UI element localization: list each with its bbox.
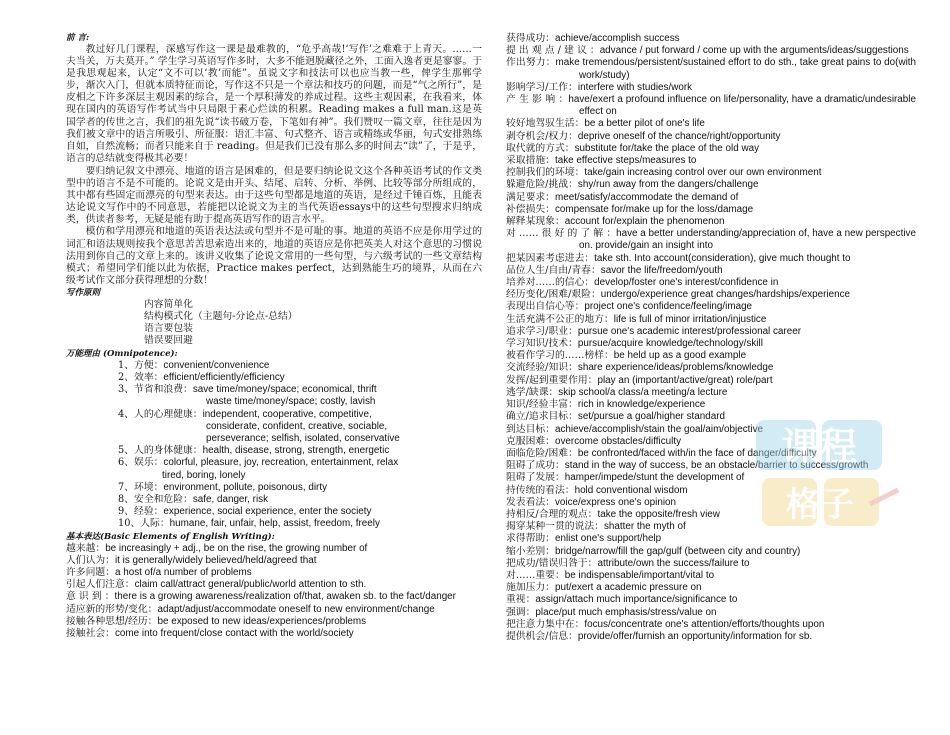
- omni-item-3: 3、节省和浪费：save time/money/space; economical, thrift: [118, 384, 377, 396]
- expression-zh: 克服困难：: [506, 435, 555, 447]
- expression-en: pursue/acquire knowledge/technology/skill: [577, 338, 763, 350]
- preface-paragraph-2: 要归纳记叙文中漂亮、地道的语言是困难的，但是要归纳论说文这个各种英语考试的作文类型中的语言不是不可能的。论说文是由开头、结尾、启转、分析、举例、比较等部分所组成的，其中都有些固定而漂亮的句型来表达。由于这些句型都是地道的英语，是经过千锤百炼，且能表达论说文写作中的不同意思，若能把以论说文为主的当代英语essays中的这些句型搜求归纳成类，供读者参考，无疑是能有助于提高英语写作的语言水平。: [66, 165, 482, 226]
- expression-en: savor the life/freedom/youth: [600, 264, 723, 276]
- expression-row: [66, 591, 482, 603]
- expression-row: [506, 607, 916, 619]
- omni-item-8: 8、安全和危险：safe, danger, risk: [118, 493, 269, 505]
- expression-row: [66, 604, 482, 616]
- expression-en: claim call/attract general/public/world attention to sth.: [134, 579, 367, 591]
- expression-zh: 阻碍了发展：: [506, 472, 565, 484]
- expression-zh: 学习知识/技术：: [506, 338, 578, 350]
- expression-row: [66, 579, 482, 591]
- expression-row: [506, 265, 916, 277]
- principles-title: 写作原则: [66, 287, 101, 298]
- expression-row: [506, 631, 916, 643]
- expression-row: [506, 314, 916, 326]
- expression-row: [506, 594, 916, 606]
- expression-en: meet/satisfy/accommodate the demand of: [554, 191, 739, 203]
- expression-en: make tremendous/persistent/sustained effort to do sth., take great pains to do(with work/study): [555, 57, 917, 81]
- expression-zh: 持相反/合理的观点：: [506, 508, 598, 520]
- omni-item-4-cont2: perseverance; selfish, isolated, conservative: [206, 432, 400, 444]
- expression-zh: 影响学习/工作：: [506, 81, 578, 93]
- expression-row: [506, 94, 916, 118]
- omni-item-1: 1、方便：convenient/convenience: [118, 359, 270, 371]
- expression-row: [506, 619, 916, 631]
- expression-en: have a better understanding/appreciation of, have a new perspective on. provide/gain an insight into: [579, 228, 916, 252]
- expression-zh: 发表看法：: [506, 496, 555, 508]
- expression-row: [506, 118, 916, 130]
- expression-zh: 适应新的形势/变化：: [66, 603, 158, 615]
- expression-zh: 提 出 观 点 / 建 议 ：: [506, 45, 600, 57]
- expression-zh: 把某因素考虑进去：: [506, 252, 595, 264]
- expression-zh: 揭穿某种一贯的说法：: [506, 521, 604, 533]
- expression-row: [506, 399, 916, 411]
- expression-zh: 对……重要：: [506, 569, 565, 581]
- expression-zh: 培养对……的信心：: [506, 277, 595, 289]
- expression-zh: 重视：: [506, 594, 536, 606]
- expression-row: [506, 216, 916, 228]
- expression-zh: 经历变化/困难/艰险：: [506, 289, 601, 301]
- expression-zh: 作出努力：: [506, 57, 556, 69]
- expression-zh: 引起人们注意：: [66, 579, 135, 591]
- expression-zh: 接触社会：: [66, 627, 115, 639]
- expression-en: substitute for/take the place of the old way: [574, 142, 760, 154]
- expression-en: advance / put forward / come up with the arguments/ideas/suggestions: [599, 45, 909, 57]
- expression-en: take/gain increasing control over our own environment: [584, 167, 822, 179]
- expression-row: [506, 228, 916, 252]
- expression-row: [506, 570, 916, 582]
- expression-zh: 补偿损失：: [506, 203, 555, 215]
- expression-en: take sth. Into account(consideration), give much thought to: [594, 252, 851, 264]
- expression-zh: 人们认为：: [66, 554, 115, 566]
- expression-en: take effective steps/measures to: [554, 155, 697, 167]
- expression-zh: 生活充满不公正的地方：: [506, 313, 614, 325]
- expression-zh: 满足要求：: [506, 191, 555, 203]
- expression-zh: 知识/经验丰富：: [506, 399, 578, 411]
- expression-zh: 躲避危险/挑战：: [506, 179, 578, 191]
- expression-zh: 交流经验/知识：: [506, 362, 578, 374]
- expression-zh: 面临危险/困难：: [506, 447, 578, 459]
- expression-en: be confronted/faced with/in the face of danger/difficulty: [577, 447, 817, 459]
- expression-zh: 被看作学习的……榜样：: [506, 350, 614, 362]
- expression-en: be exposed to new ideas/experiences/problems: [157, 615, 367, 627]
- expression-zh: 到达目标：: [506, 423, 555, 435]
- expression-row: [506, 362, 916, 374]
- expression-zh: 表现出自信心等：: [506, 301, 585, 313]
- expression-zh: 追求学习/职业：: [506, 325, 578, 337]
- expression-en: it is generally/widely believed/held/agreed that: [114, 554, 317, 566]
- omni-item-4: 4、人的心理健康：independent, cooperative, competitive,: [118, 408, 372, 420]
- expression-en: there is a growing awareness/realization of/that, awaken sb. to the fact/danger: [114, 591, 456, 603]
- basics-title: 基本表达(Basic Elements of English Writing):: [66, 531, 275, 542]
- omni-item-3-cont: waste time/money/space; costly, lavish: [206, 396, 376, 408]
- watermark-text-1: 课程: [780, 425, 858, 469]
- expression-row: [506, 558, 916, 570]
- expression-en: hamper/impede/stunt the development of: [564, 472, 745, 484]
- expression-zh: 发挥/起到重要作用：: [506, 374, 598, 386]
- expression-row: [66, 543, 482, 555]
- expression-row: [506, 131, 916, 143]
- expression-en: hold conventional wisdom: [574, 484, 688, 496]
- expression-zh: 品位人生/自由/青春：: [506, 264, 601, 276]
- expression-en: overcome obstacles/difficulty: [554, 435, 682, 447]
- expression-en: account for/explain the phenomenon: [564, 216, 725, 228]
- preface-paragraph-1: 教过好几门课程，深感写作这一课是最难教的，“危乎高哉!‘写作’之难难于上青天。……一夫当关，万夫莫开。” 学生学习英语写作多时，大多不能迥脱藏径之外，工面入逸者更是寥寥。于是我思观起来，认定“文不可以‘教’而能”。虽说文字和技法可以也应当教一些，俾学生那郸学步，渐次入门，但就本质特征而论，写作这不只是一个章法和技巧的问题，而是“气之所行”，是皮相之下许多深层主观因素的综合，是一个厚积薄发的养成过程。这些主观因素，在我看来，体现在国内的英语写作考试当中只局限于素心烂读的积累。Reading makes a full man.这是英国学者的传世之言，我们的祖先说“读书破万卷，下笔如有神”。我们赞叹一篇文章，往往是因为我们被文章中的语言所吸引、所征服：语汇丰富、句式整齐、语言或精练或华丽，句式安排熟练自如，自然流畅；而者只能来自于 reading。但是我们已没有那么多的时间去“读”了，于是乎，语言的总结就变得极其必要！: [66, 44, 482, 164]
- principle-item: 结构模式化（主题句-分论点-总结）: [144, 311, 298, 323]
- expression-row: [66, 616, 482, 628]
- principle-item: 内容简单化: [144, 298, 193, 310]
- principles-list: [66, 299, 482, 348]
- expression-row: [506, 33, 916, 45]
- expression-row: [506, 253, 916, 265]
- expression-zh: 较好地驾驭生活：: [506, 118, 585, 130]
- expression-en: voice/express one's opinion: [554, 496, 676, 508]
- expression-en: deprive oneself of the chance/right/opportunity: [577, 130, 781, 142]
- expression-en: undergo/experience great changes/hardships/experience: [600, 289, 851, 301]
- expression-row: [506, 375, 916, 387]
- expression-en: take the opposite/fresh view: [597, 508, 720, 520]
- preface-title: 前 言:: [66, 33, 90, 43]
- expression-zh: 接触各种思想/经历：: [66, 615, 158, 627]
- expression-row: [66, 567, 482, 579]
- expression-en: be increasingly + adj., be on the rise, the growing number of: [105, 542, 368, 554]
- omni-item-2: 2、效率：efficient/efficiently/efficiency: [118, 371, 285, 383]
- expression-en: provide/offer/furnish an opportunity/information for sb.: [577, 630, 813, 642]
- expression-en: play an (important/active/great) role/part: [597, 374, 773, 386]
- expression-row: [506, 204, 916, 216]
- basics-right-list: [506, 33, 916, 643]
- omnipotence-list: [66, 360, 482, 531]
- expression-zh: 阻碍了成功：: [506, 460, 565, 472]
- expression-zh: 把成功/错误归咎于：: [506, 557, 598, 569]
- expression-row: [66, 555, 482, 567]
- expression-zh: 对 …… 很 好 的 了 解 ：: [506, 228, 617, 240]
- expression-zh: 求得帮助：: [506, 533, 555, 545]
- expression-zh: 取代就的方式：: [506, 142, 575, 154]
- omni-item-9: 9、经验：experience, social experience, enter the society: [118, 506, 372, 518]
- expression-row: [506, 277, 916, 289]
- expression-en: stand in the way of success, be an obstacle/barrier to success/growth: [564, 460, 869, 472]
- expression-en: bridge/narrow/fill the gap/gulf (between city and country): [554, 545, 801, 557]
- expression-row: [506, 167, 916, 179]
- expression-en: skip school/a class/a meeting/a lecture: [558, 386, 728, 398]
- expression-en: set/pursue a goal/higher standard: [577, 411, 726, 423]
- expression-en: rich in knowledge/experience: [577, 399, 706, 411]
- expression-en: shy/run away from the dangers/challenge: [577, 179, 759, 191]
- expression-zh: 许多问题：: [66, 566, 115, 578]
- expression-en: interfere with studies/work: [577, 81, 693, 93]
- omni-item-5: 5、人的身体健康：health, disease, strong, strength, energetic: [118, 445, 390, 457]
- expression-row: [506, 289, 916, 301]
- expression-zh: 解释某现象：: [506, 216, 565, 228]
- expression-en: be indispensable/important/vital to: [564, 569, 715, 581]
- right-column: [506, 33, 916, 643]
- expression-en: attribute/own the success/failure to: [597, 557, 750, 569]
- expression-row: [506, 301, 916, 313]
- expression-en: a host of/a number of problems: [114, 566, 252, 578]
- expression-row: [506, 143, 916, 155]
- expression-row: [506, 582, 916, 594]
- expression-row: [506, 326, 916, 338]
- expression-en: be a better pilot of one's life: [584, 118, 705, 130]
- expression-row: [66, 628, 482, 640]
- expression-zh: 确立/追求目标：: [506, 411, 578, 423]
- expression-zh: 越来越：: [66, 542, 106, 554]
- expression-zh: 强调：: [506, 606, 536, 618]
- expression-zh: 剥夺机会/权力：: [506, 130, 578, 142]
- expression-zh: 持传统的看法：: [506, 484, 575, 496]
- watermark-logo: [752, 412, 902, 542]
- omni-item-4-cont: considerate, confident, creative, sociable,: [206, 420, 388, 432]
- watermark-text-2: 格子: [786, 485, 854, 525]
- expression-en: come into frequent/close contact with the world/society: [114, 627, 354, 639]
- expression-en: put/exert a academic pressure on: [554, 582, 702, 594]
- expression-row: [506, 45, 916, 57]
- omni-item-6-cont: tired, boring, lonely: [162, 469, 246, 481]
- preface-paragraph-3: 模仿和学用漂亮和地道的英语表达法或句型并不是可耻的事。地道的英语不应是你用学过的词汇和语法规则按我个意思苦苦思索造出来的，地道的英语应是你把英美人对这个意思的习惯说法用到你自己的文章上来的。该讲义收集了论说文常用的一些句型，与六级考试的一些文章结构模式；希望同学们能以此为依据，Practice makes perfect，达到熟能生巧的境界，从而在六级考试作文部分获得理想的分数！: [66, 226, 482, 286]
- expression-zh: 把注意力集中在：: [506, 618, 585, 630]
- omni-item-6: 6、娱乐：colorful, pleasure, joy, recreation, entertainment, relax: [118, 457, 399, 469]
- expression-zh: 产 生 影 响 ：: [506, 94, 569, 106]
- expression-zh: 提供机会/信息：: [506, 630, 578, 642]
- expression-en: place/put much emphasis/stress/value on: [535, 606, 717, 618]
- expression-zh: 获得成功：: [506, 33, 555, 44]
- expression-zh: 采取措施：: [506, 155, 555, 167]
- expression-en: life is full of minor irritation/injustice: [613, 313, 767, 325]
- principle-item: 错误要回避: [144, 335, 193, 347]
- expression-row: [506, 57, 916, 81]
- expression-row: [506, 179, 916, 191]
- expression-en: focus/concentrate one's attention/efforts/thoughts upon: [584, 618, 825, 630]
- expression-en: share experience/ideas/problems/knowledge: [577, 362, 774, 374]
- expression-row: [506, 387, 916, 399]
- expression-row: [506, 350, 916, 362]
- expression-en: enlist one's support/help: [554, 533, 662, 545]
- omnipotence-title: 万能理由 (Omnipotence):: [66, 348, 178, 359]
- expression-zh: 控制我们的环境：: [506, 167, 585, 179]
- expression-zh: 逃学/缺课：: [506, 386, 559, 398]
- expression-row: [506, 155, 916, 167]
- expression-row: [506, 82, 916, 94]
- omni-item-10: 10、人际：humane, fair, unfair, help, assist, freedom, freely: [118, 518, 380, 530]
- expression-en: project one's confidence/feeling/image: [584, 301, 753, 313]
- expression-en: achieve/accomplish/stain the goal/aim/objective: [554, 423, 764, 435]
- expression-en: pursue one's academic interest/professional career: [577, 325, 801, 337]
- expression-en: assign/attach much importance/significance to: [535, 594, 738, 606]
- expression-zh: 意 识 到 ：: [66, 591, 115, 603]
- expression-en: shatter the myth of: [603, 521, 686, 533]
- omni-item-7: 7、环境：environment, pollute, poisonous, dirty: [118, 481, 328, 493]
- expression-zh: 缩小差别：: [506, 545, 555, 557]
- expression-en: adapt/adjust/accommodate oneself to new environment/change: [157, 603, 435, 615]
- expression-en: have/exert a profound influence on life/personality, have a dramatic/undesirable effect on: [568, 94, 916, 118]
- expression-row: [506, 338, 916, 350]
- left-column: [66, 32, 482, 640]
- expression-en: be held up as a good example: [613, 350, 747, 362]
- principle-item: 语言要包装: [144, 323, 193, 335]
- expression-en: compensate for/make up for the loss/damage: [554, 203, 754, 215]
- expression-row: [506, 546, 916, 558]
- basics-left-list: [66, 543, 482, 641]
- expression-zh: 施加压力：: [506, 582, 555, 594]
- expression-en: achieve/accomplish success: [554, 33, 680, 44]
- expression-en: develop/foster one's interest/confidence in: [594, 277, 779, 289]
- expression-row: [506, 192, 916, 204]
